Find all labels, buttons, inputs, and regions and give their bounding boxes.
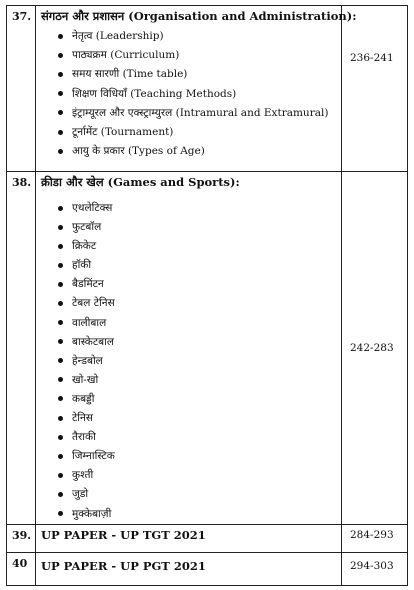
- bullet-icon: [58, 473, 63, 478]
- topic-label: मुक्केबाज़ी: [72, 507, 112, 520]
- topic-label: वालीबाल: [72, 316, 107, 329]
- bullet-icon: [58, 511, 63, 516]
- bullet-icon: [58, 53, 63, 58]
- bullet-icon: [58, 263, 63, 268]
- bullet-icon: [58, 396, 63, 401]
- page-range: 284-293: [342, 524, 408, 552]
- page-range-text: 236-241: [350, 52, 394, 64]
- list-item: [58, 237, 337, 256]
- topic-list: [41, 193, 337, 524]
- bullet-icon: [58, 416, 63, 421]
- chapter-heading: संगठन और प्रशासन (Organisation and Administration):: [41, 9, 357, 23]
- page-range: [342, 172, 408, 525]
- topic-label: आयु के प्रकार (Types of Age): [72, 145, 205, 158]
- topic-label: खो-खो: [72, 373, 99, 386]
- chapter-body: [36, 6, 357, 172]
- bullet-icon: [58, 72, 63, 77]
- topic-label: एथलेटिक्स: [72, 202, 113, 214]
- bullet-icon: [58, 435, 63, 440]
- list-item: [58, 409, 337, 428]
- topic-label: हेन्डबोल: [72, 354, 103, 367]
- list-item: [58, 294, 337, 313]
- topic-label: जिम्नास्टिक: [72, 450, 115, 463]
- list-item: [58, 371, 337, 390]
- list-item: [58, 485, 337, 504]
- list-item: [58, 352, 337, 371]
- topic-label: इंट्राम्यूरल और एक्स्ट्राम्युरल (Intramural and Extramural): [72, 106, 329, 119]
- list-item: [58, 390, 337, 409]
- topic-label: नेतृत्व (Leadership): [72, 30, 164, 42]
- topic-label: कुश्ती: [72, 469, 94, 482]
- page-range-text: 242-283: [350, 341, 394, 354]
- topic-label: हॉकी: [72, 259, 92, 272]
- topic-label: टूर्नामेंट (Tournament): [72, 125, 174, 138]
- topic-label: पाठ्यक्रम (Curriculum): [72, 49, 180, 62]
- list-item: [58, 65, 337, 84]
- bullet-icon: [58, 130, 63, 135]
- list-item: [58, 123, 337, 142]
- list-item: [58, 27, 337, 46]
- page-range: 294-303: [342, 552, 408, 585]
- chapter-number: 40: [7, 552, 36, 585]
- list-item: [58, 466, 337, 485]
- toc-row-38: [7, 172, 408, 525]
- bullet-icon: [58, 282, 63, 287]
- bullet-icon: [58, 492, 63, 497]
- topic-label: टेबल टेनिस: [72, 297, 115, 310]
- bullet-icon: [58, 34, 63, 39]
- toc-row-39: [7, 524, 408, 552]
- bullet-icon: [58, 377, 63, 382]
- chapter-number: 38.: [7, 172, 36, 525]
- bullet-icon: [58, 358, 63, 363]
- list-item: [58, 505, 337, 524]
- chapter-heading: क्रीडा और खेल (Games and Sports):: [41, 175, 240, 189]
- topic-label: क्रिकेट: [72, 240, 97, 253]
- topic-label: टेनिस: [72, 412, 93, 425]
- table-of-contents: [6, 5, 408, 586]
- topic-label: समय सारणी (Time table): [72, 68, 188, 81]
- chapter-heading: UP PAPER - UP TGT 2021: [41, 527, 206, 542]
- chapter-number: 37.: [7, 6, 36, 172]
- bullet-icon: [58, 339, 63, 344]
- bullet-icon: [58, 320, 63, 325]
- page-range: [342, 6, 408, 172]
- topic-label: बैडमिंटन: [72, 278, 104, 291]
- bullet-icon: [58, 91, 63, 96]
- list-item: [58, 314, 337, 333]
- list-item: [58, 275, 337, 294]
- list-item: [58, 428, 337, 447]
- chapter-body: [36, 524, 342, 552]
- bullet-icon: [58, 110, 63, 115]
- topic-label: शिक्षण विधियाँ (Teaching Methods): [72, 87, 237, 100]
- topic-label: जुडो: [72, 488, 89, 501]
- chapter-number: 39.: [7, 524, 36, 552]
- chapter-heading: UP PAPER - UP PGT 2021: [41, 558, 206, 573]
- bullet-icon: [58, 149, 63, 154]
- list-item: [58, 447, 337, 466]
- list-item: [58, 256, 337, 275]
- topic-label: फुटबॉल: [72, 221, 102, 234]
- topic-label: कबड्डी: [72, 392, 95, 405]
- list-item: [58, 85, 337, 104]
- toc-row-37: [7, 6, 408, 172]
- topic-label: तैराकी: [72, 431, 96, 444]
- bullet-icon: [58, 301, 63, 306]
- bullet-icon: [58, 454, 63, 459]
- list-item: [58, 142, 337, 161]
- bullet-icon: [58, 244, 63, 249]
- list-item: [58, 218, 337, 237]
- toc-row-40: [7, 552, 408, 585]
- topic-label: बास्केटबाल: [72, 335, 114, 348]
- list-item: [58, 333, 337, 352]
- bullet-icon: [58, 206, 63, 211]
- list-item: [58, 104, 337, 123]
- list-item: [58, 46, 337, 65]
- chapter-body: [36, 172, 342, 525]
- chapter-body: [36, 552, 342, 585]
- bullet-icon: [58, 225, 63, 230]
- topic-list: [41, 27, 337, 161]
- list-item: [58, 199, 337, 218]
